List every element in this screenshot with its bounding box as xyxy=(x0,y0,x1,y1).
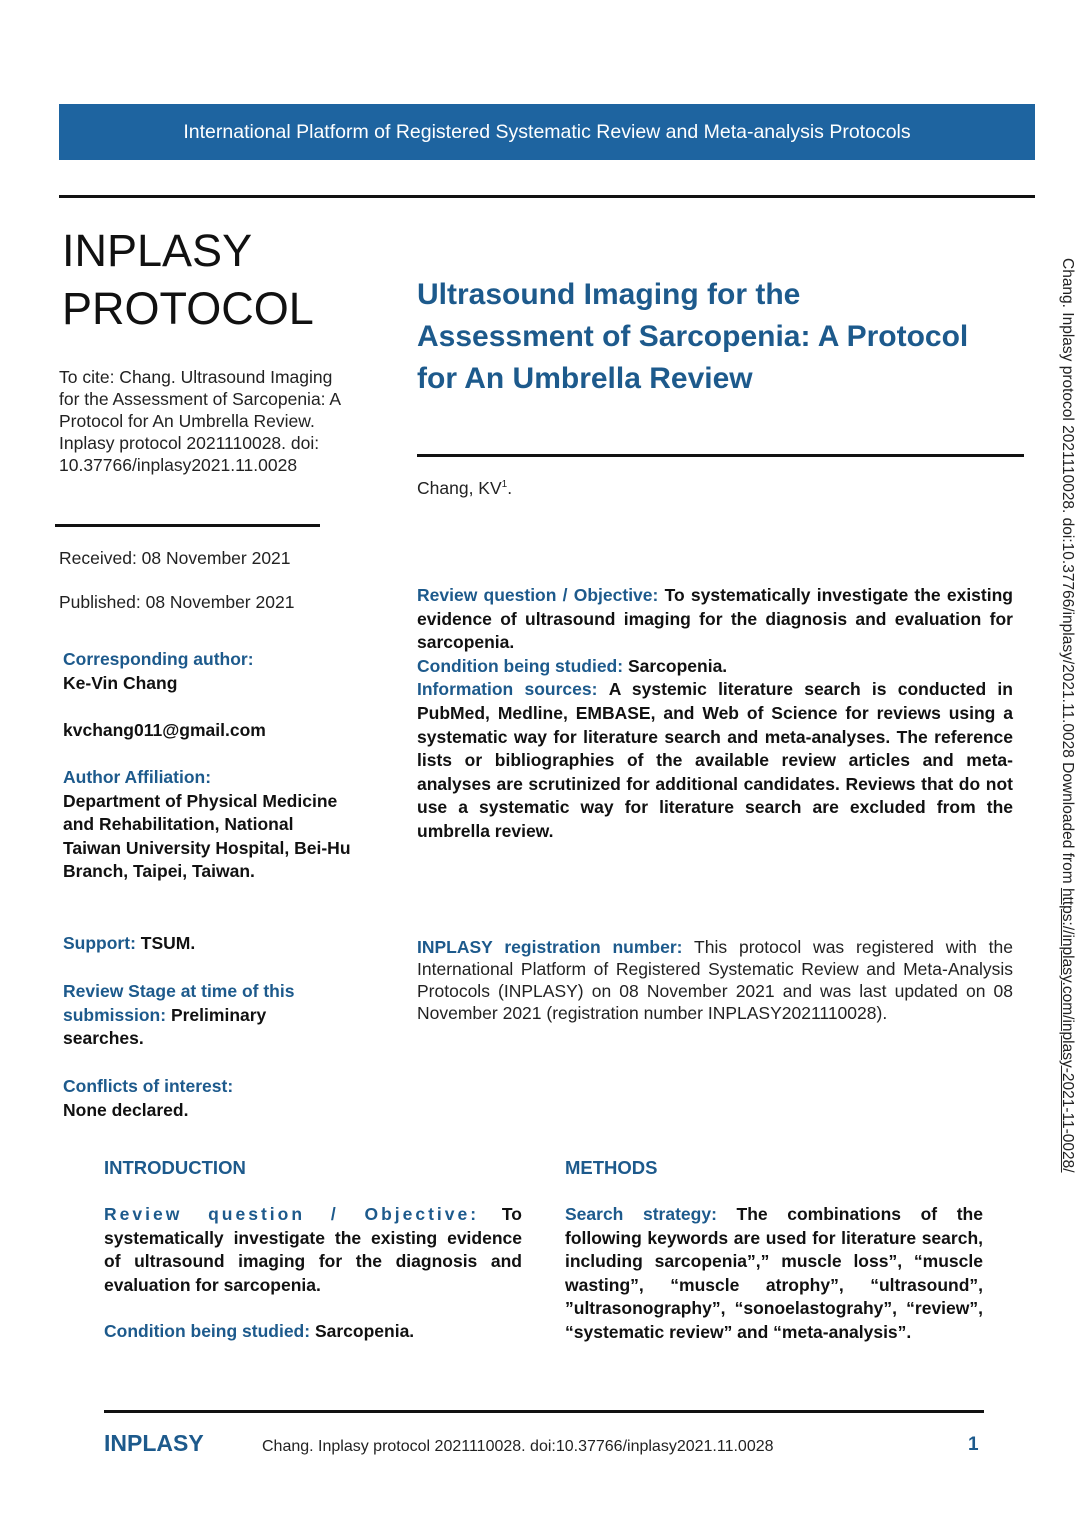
watermark-link[interactable]: https://inplasy.com/inplasy-2021-11-0028/ xyxy=(1059,887,1076,1173)
article-title: Ultrasound Imaging for the Assessment of Sarcopenia: A Protocol for An Umbrella Review xyxy=(417,278,969,395)
abstract-review-question xyxy=(417,584,1013,655)
watermark-text: Chang. Inplasy protocol 2021110028. doi:10.37766/inplasy/2021.11.0028 Downloaded from xyxy=(1059,258,1076,888)
review-stage-value: Preliminary searches. xyxy=(63,1004,267,1048)
abstract-info-label: Information sources: xyxy=(417,679,598,700)
abstract-info-text: A systemic literature search is conducted in PubMed, Medline, EMBASE, and Web of Science for reviews using a systematic way for literature search and meta-analyses. The reference lists or bibliographies of the available review articles and meta-analyses are scrutinized for additional candidates. Reviews that do not use a systematic way for literature search are excluded from the umbrella review. xyxy=(417,679,1013,841)
footer-brand: INPLASY xyxy=(104,1430,204,1456)
affiliation-label: Author Affiliation: xyxy=(63,767,212,787)
abstract-rq-text: To systematically investigate the existing evidence of ultrasound imaging for the diagnosis and evaluation for sarcopenia. xyxy=(417,585,1013,653)
inplasy-protocol-title xyxy=(62,222,314,338)
author-end: . xyxy=(507,478,513,498)
brand-line-1: INPLASY xyxy=(62,225,253,276)
citation-text: To cite: Chang. Ultrasound Imaging for the Assessment of Sarcopenia: A Protocol for An Umbrella Review. Inplasy protocol 2021110028. doi: 10.37766/inplasy2021.11.0028 xyxy=(59,367,341,475)
author-affiliation-sup: 1 xyxy=(501,479,508,491)
corresponding-author xyxy=(63,648,353,743)
abstract xyxy=(417,584,1013,844)
abstract-cond-label: Condition being studied: xyxy=(417,655,624,676)
support-label: Support: xyxy=(63,933,136,953)
methods-body xyxy=(565,1203,983,1345)
conflicts-of-interest xyxy=(63,1075,353,1122)
search-strategy-text: The combinations of the following keywords are used for literature search, including sarcopenia”,” muscle loss”, “muscle wasting”, “muscle atrophy”, “ultrasound”, ”ultrasonography”, “sonoelastograhy”, “review”, “systematic review” and “meta-analysis”. xyxy=(565,1204,983,1342)
banner-text: International Platform of Registered Systematic Review and Meta-analysis Protocols xyxy=(183,120,911,143)
registration-label: INPLASY registration number: xyxy=(417,937,683,957)
abstract-info-sources xyxy=(417,678,1013,843)
support-value: TSUM. xyxy=(140,933,196,953)
author-line xyxy=(417,478,512,499)
introduction-heading: INTRODUCTION xyxy=(104,1157,246,1178)
registration-block xyxy=(417,936,1013,1024)
conflicts-label: Conflicts of interest: xyxy=(63,1076,234,1096)
intro-rq-label: Review question / Objective: xyxy=(104,1204,480,1224)
footer-rule xyxy=(104,1410,984,1413)
conflicts-value: None declared. xyxy=(63,1099,189,1120)
page-number: 1 xyxy=(968,1434,979,1455)
intro-cond-text: Sarcopenia. xyxy=(314,1321,415,1342)
search-strategy-label: Search strategy: xyxy=(565,1204,717,1224)
citation-rule xyxy=(55,524,320,527)
support xyxy=(63,932,353,956)
corresponding-author-email[interactable]: kvchang011@gmail.com xyxy=(63,720,266,740)
intro-review-question xyxy=(104,1203,522,1297)
intro-rq-text: To systematically investigate the existing evidence of ultrasound imaging for the diagnosis and evaluation for sarcopenia. xyxy=(104,1204,522,1295)
abstract-condition xyxy=(417,655,1013,679)
intro-cond-label: Condition being studied: xyxy=(104,1321,311,1342)
review-stage xyxy=(63,980,343,1051)
intro-condition xyxy=(104,1320,522,1344)
header-banner xyxy=(59,104,1035,160)
abstract-rq-label: Review question / Objective: xyxy=(417,585,659,605)
download-watermark xyxy=(1058,258,1076,1173)
methods-heading: METHODS xyxy=(565,1157,658,1178)
corresponding-author-name: Ke-Vin Chang xyxy=(63,672,178,693)
abstract-cond-text: Sarcopenia. xyxy=(627,655,728,676)
brand-line-2: PROTOCOL xyxy=(62,283,314,334)
corresponding-author-label: Corresponding author: xyxy=(63,649,254,669)
received-date: Received: 08 November 2021 xyxy=(59,548,291,568)
review-stage-label: Review Stage at time of this submission: xyxy=(63,981,295,1025)
methods-search-strategy xyxy=(565,1203,983,1345)
title-rule xyxy=(417,454,1024,457)
author-name: Chang, KV xyxy=(417,478,502,498)
footer-citation: Chang. Inplasy protocol 2021110028. doi:10.37766/inplasy2021.11.0028 xyxy=(262,1438,774,1455)
author-affiliation xyxy=(63,766,353,884)
introduction-body xyxy=(104,1203,522,1367)
affiliation-value: Department of Physical Medicine and Rehabilitation, National Taiwan University Hospital, Bei-Hu Branch, Taipei, Taiwan. xyxy=(63,790,351,881)
top-rule xyxy=(59,195,1035,198)
published-date: Published: 08 November 2021 xyxy=(59,592,295,612)
registration-text: This protocol was registered with the International Platform of Registered Systematic Review and Meta-Analysis Protocols (INPLASY) on 08 November 2021 and was last updated on 08 November 2021 (registration number INPLASY2021110028). xyxy=(417,937,1013,1023)
